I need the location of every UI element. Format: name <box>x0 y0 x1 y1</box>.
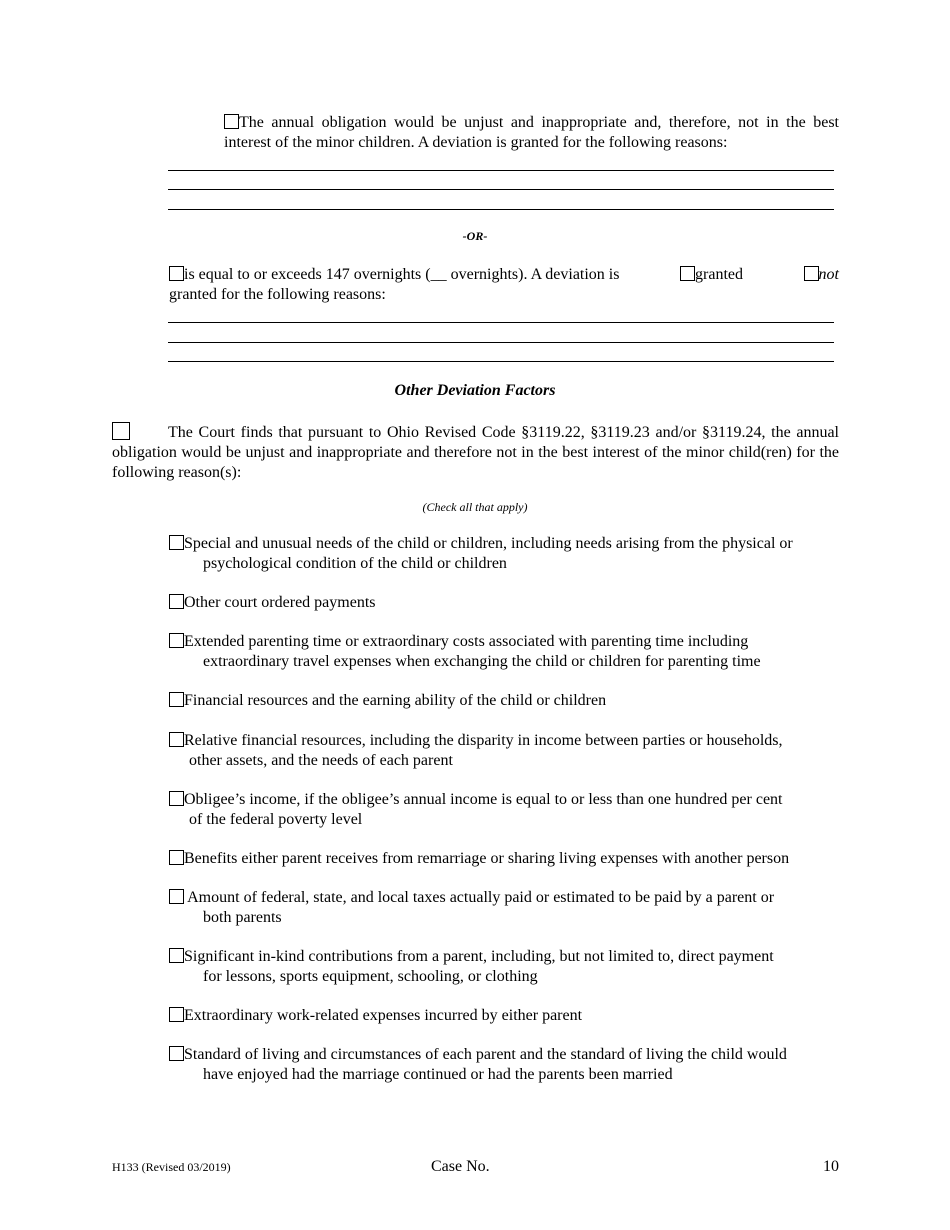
factor-item: Extended parenting time or extraordinary costs associated with parenting time including extraordinary travel expenses when exchanging the child or children for parenting time <box>169 632 839 672</box>
case-number-label: Case No. <box>431 1158 490 1175</box>
court-finding <box>112 422 839 483</box>
factor-item: Other court ordered payments <box>169 593 839 613</box>
factor-checkbox[interactable] <box>169 1007 184 1022</box>
factor-checkbox[interactable] <box>169 692 184 707</box>
factor-item: Extraordinary work-related expenses incurred by either parent <box>169 1006 839 1026</box>
form-id: H133 (Revised 03/2019) <box>112 1160 231 1174</box>
overnights-section <box>169 265 839 305</box>
factor-item: Benefits either parent receives from remarriage or sharing living expenses with another person <box>169 849 839 869</box>
deviation-not-granted-checkbox[interactable] <box>804 266 819 281</box>
page-number: 10 <box>823 1158 839 1175</box>
factor-checkbox[interactable] <box>169 850 184 865</box>
factor-checkbox[interactable] <box>169 633 184 648</box>
overnights-checkbox[interactable] <box>169 266 184 281</box>
factor-item: Significant in-kind contributions from a parent, including, but not limited to, direct payment for lessons, sports equipment, schooling, or clothing <box>169 947 839 987</box>
factor-checkbox[interactable] <box>169 732 184 747</box>
factor-item: Standard of living and circumstances of each parent and the standard of living the child would have enjoyed had the marriage continued or had the parents been married <box>169 1045 839 1085</box>
court-finding-text: The Court finds that pursuant to Ohio Revised Code §3119.22, §3119.23 and/or §3119.24, the annual obligation would be unjust and inappropriate and therefore not in the best interest of the minor child(ren) for the following reason(s): <box>112 424 839 481</box>
factor-item: Amount of federal, state, and local taxes actually paid or estimated to be paid by a parent or both parents <box>169 888 839 928</box>
granted-label: granted <box>695 266 743 283</box>
reason-line[interactable] <box>168 209 834 210</box>
factor-item: Special and unusual needs of the child or children, including needs arising from the physical or psychological condition of the child or children <box>169 534 839 574</box>
overnights-text-continued: granted for the following reasons: <box>169 286 386 303</box>
factor-checkbox[interactable] <box>169 535 184 550</box>
court-finding-checkbox[interactable] <box>112 422 130 440</box>
deviation-granted-checkbox[interactable] <box>680 266 695 281</box>
factor-checkbox[interactable] <box>169 594 184 609</box>
factor-checkbox[interactable] <box>169 1046 184 1061</box>
deviation-unjust-text: The annual obligation would be unjust and inappropriate and, therefore, not in the best interest of the minor children. A deviation is granted for the following reasons: <box>224 114 839 151</box>
factor-checkbox[interactable] <box>169 791 184 806</box>
deviation-unjust-section <box>224 113 839 153</box>
reason-line[interactable] <box>168 322 834 323</box>
factor-item: Financial resources and the earning ability of the child or children <box>169 691 839 711</box>
other-deviation-factors-heading: Other Deviation Factors <box>394 382 556 399</box>
factor-checkbox[interactable] <box>169 948 184 963</box>
or-separator: -OR- <box>462 229 488 243</box>
factor-item: Relative financial resources, including the disparity in income between parties or households, other assets, and the needs of each parent <box>169 731 839 771</box>
overnights-text: is equal to or exceeds 147 overnights (__ overnights). A deviation is <box>184 266 620 283</box>
reason-line[interactable] <box>168 170 834 171</box>
check-all-note: (Check all that apply) <box>422 500 528 514</box>
reason-line[interactable] <box>168 342 834 343</box>
factor-checkbox[interactable] <box>169 889 184 904</box>
factor-item: Obligee’s income, if the obligee’s annual income is equal to or less than one hundred per cent of the federal poverty level <box>169 790 839 830</box>
not-label: not <box>818 266 839 283</box>
deviation-unjust-checkbox[interactable] <box>224 114 239 129</box>
reason-line[interactable] <box>168 189 834 190</box>
reason-line[interactable] <box>168 361 834 362</box>
